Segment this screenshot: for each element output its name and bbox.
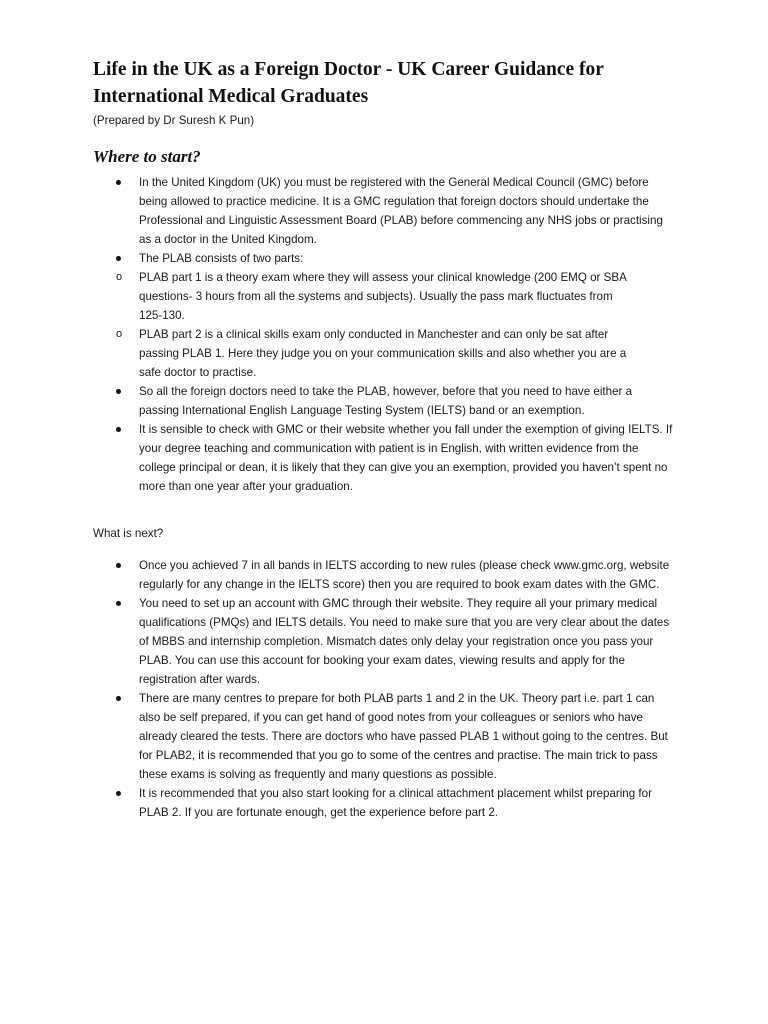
bullet-text: The PLAB consists of two parts: [139,252,304,265]
bullet-text: It is recommended that you also start looking for a clinical attachment placement whilst preparing for PLAB 2. If you are fortunate enough, get the experience before part 2. [139,787,652,819]
bullet-text: It is sensible to check with GMC or their website whether you fall under the exemption of giving IELTS. If your degree teaching and communication with patient is in English, with written evidence from the college principal or dean, it is likely that they can give you an exemption, provided you haven’t spent no more than one year after your graduation. [139,423,673,493]
bullet-text: Once you achieved 7 in all bands in IELTS according to new rules (please check www.gmc.org, website regularly for any change in the IELTS score) then you are required to book exam dates with the GMC. [139,559,670,591]
bullet-icon [116,791,121,796]
bullet-icon [116,563,121,568]
bullet-list-what-is-next [0,556,768,822]
list-item [0,173,768,249]
bullet-icon [116,180,121,185]
list-item [0,689,768,784]
sub-item-text: PLAB part 1 is a theory exam where they will assess your clinical knowledge (200 EMQ or SBA questions- 3 hours from all the systems and subjects). Usually the pass mark fluctuates from 125-130. [139,271,627,322]
list-item [0,784,768,822]
bullet-icon [116,696,121,701]
bullet-icon [116,256,121,261]
bullet-icon [116,427,121,432]
bullet-list-where-to-start [0,173,768,496]
document-title: Life in the UK as a Foreign Doctor - UK Career Guidance for International Medical Graduates [93,59,604,107]
sub-list-item [116,268,631,325]
bullet-text: There are many centres to prepare for both PLAB parts 1 and 2 in the UK. Theory part i.e. part 1 can also be self prepared, if you can get hand of good notes from your colleagues or seniors who have already cleared the tests. There are doctors who have passed PLAB 1 without going to the centres. But for PLAB2, it is recommended that you go to some of the centres and practise. The main trick to pass these exams is solving as frequently and many questions as possible. [139,692,668,781]
list-item [0,249,768,382]
section-heading: Where to start? [93,147,201,166]
sub-list-item [116,325,631,382]
bullet-text: In the United Kingdom (UK) you must be registered with the General Medical Council (GMC) before being allowed to practice medicine. It is a GMC regulation that foreign doctors should undertake the Professional and Linguistic Assessment Board (PLAB) before commencing any NHS jobs or practising as a doctor in the United Kingdom. [139,176,663,246]
bullet-text: You need to set up an account with GMC through their website. They require all your primary medical qualifications (PMQs) and IELTS details. You need to make sure that you are very clear about the dates of MBBS and internship completion. Mismatch dates only delay your registration once you pass your PLAB. You can use this account for booking your exam dates, viewing results and apply for the registration after wards. [139,597,670,686]
bullet-icon [116,389,121,394]
sub-item-text: PLAB part 2 is a clinical skills exam only conducted in Manchester and can only be sat after passing PLAB 1. Here they judge you on your communication skills and also whether you are a safe doctor to practise. [139,328,627,379]
bullet-text: So all the foreign doctors need to take the PLAB, however, before that you need to have either a passing International English Language Testing System (IELTS) band or an exemption. [139,385,633,417]
circle-bullet-icon: o [116,328,123,340]
author-line: (Prepared by Dr Suresh K Pun) [93,114,255,127]
circle-bullet-icon: o [116,271,123,283]
list-item [0,382,768,420]
list-item [0,594,768,689]
list-item [0,556,768,594]
list-item [0,420,768,496]
sub-list-plab-parts [116,268,675,382]
subheading-what-is-next: What is next? [93,527,164,540]
bullet-icon [116,601,121,606]
